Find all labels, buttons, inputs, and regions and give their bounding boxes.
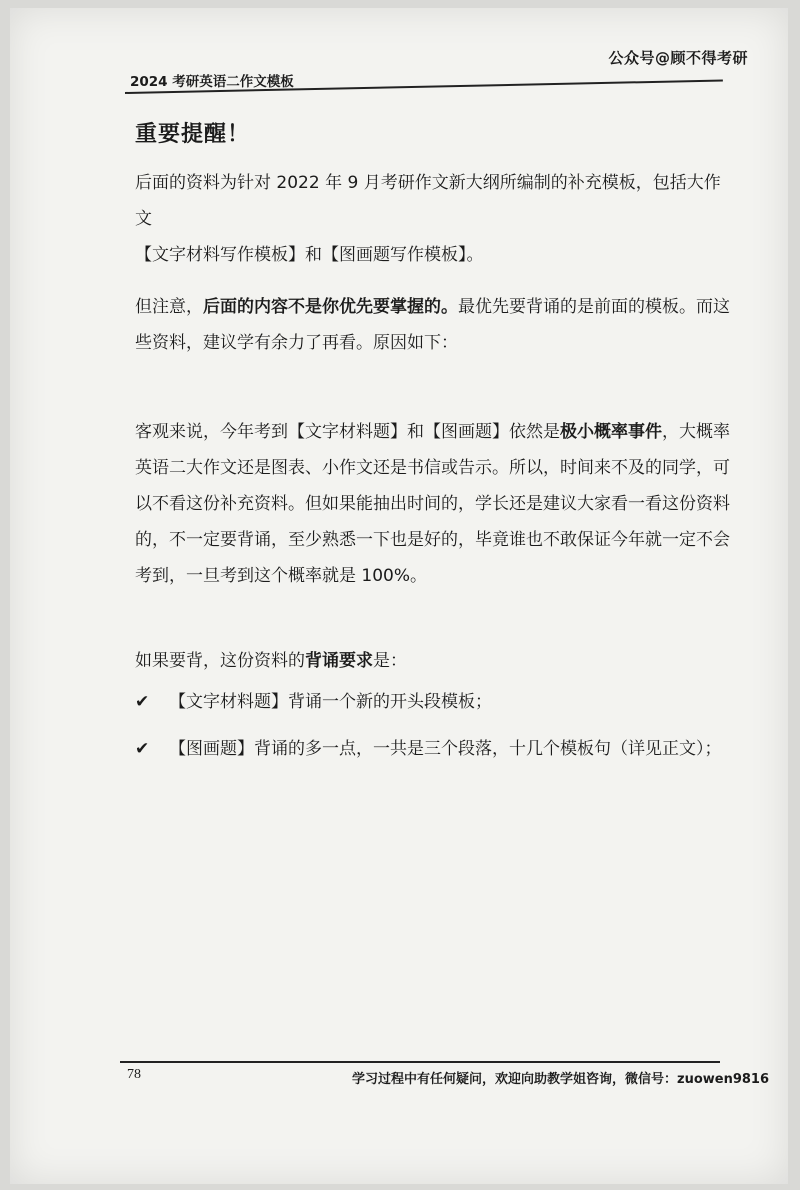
paragraph-4-bold: 背诵要求 — [305, 651, 373, 671]
check-item-1-text: 【文字材料题】背诵一个新的开头段模板； — [169, 692, 492, 712]
check-item-2 — [135, 735, 722, 763]
paragraph-2-bold: 后面的内容不是你优先要掌握的。 — [203, 297, 458, 317]
paragraph-3-line-2: 英语二大作文还是图表、小作文还是书信或告示。所以，时间来不及的同学，可 — [135, 458, 730, 478]
paragraph-4 — [135, 643, 735, 679]
paragraph-2-post: 最优先要背诵的是前面的模板。而这 — [458, 297, 730, 317]
paragraph-1-line-1: 后面的资料为针对 2022 年 9 月考研作文新大纲所编制的补充模板，包括大作文 — [135, 173, 721, 229]
paragraph-2-line-1 — [135, 289, 735, 325]
paragraph-3-line-4: 的，不一定要背诵，至少熟悉一下也是好的，毕竟谁也不敢保证今年就一定不会 — [135, 530, 730, 550]
footer-rule — [120, 1061, 720, 1063]
page-title: 重要提醒！ — [135, 122, 251, 147]
paragraph-3 — [135, 414, 735, 594]
paragraph-3-bold: 极小概率事件 — [560, 422, 662, 442]
check-item-1 — [135, 688, 492, 716]
paragraph-3-post: ，大概率 — [662, 422, 730, 442]
paragraph-1 — [135, 165, 735, 273]
check-icon: ✔ — [135, 739, 150, 759]
paragraph-3-line-1 — [135, 414, 735, 450]
page-number: 78 — [127, 1067, 141, 1082]
check-icon: ✔ — [135, 692, 150, 712]
paragraph-1-line-2: 【文字材料写作模板】和【图画题写作模板】。 — [135, 245, 484, 265]
paragraph-2-pre: 但注意， — [135, 297, 203, 317]
paragraph-3-line-5: 考到，一旦考到这个概率就是 100%。 — [135, 566, 428, 586]
paragraph-3-pre: 客观来说，今年考到【文字材料题】和【图画题】依然是 — [135, 422, 560, 442]
paragraph-4-line-1 — [135, 643, 735, 679]
paragraph-4-pre: 如果要背，这份资料的 — [135, 651, 305, 671]
paragraph-2-line-2: 些资料，建议学有余力了再看。原因如下： — [135, 333, 458, 353]
paragraph-4-post: 是： — [373, 651, 407, 671]
header-right-text: 公众号@顾不得考研 — [608, 49, 748, 67]
footer-text: 学习过程中有任何疑问，欢迎向助教学姐咨询，微信号：zuowen9816 — [352, 1072, 770, 1087]
check-item-2-text: 【图画题】背诵的多一点，一共是三个段落，十几个模板句（详见正文）； — [169, 739, 722, 759]
header-left-text: 2024 考研英语二作文模板 — [130, 74, 294, 90]
paragraph-3-line-3: 以不看这份补充资料。但如果能抽出时间的，学长还是建议大家看一看这份资料 — [135, 494, 730, 514]
paragraph-2 — [135, 289, 735, 361]
